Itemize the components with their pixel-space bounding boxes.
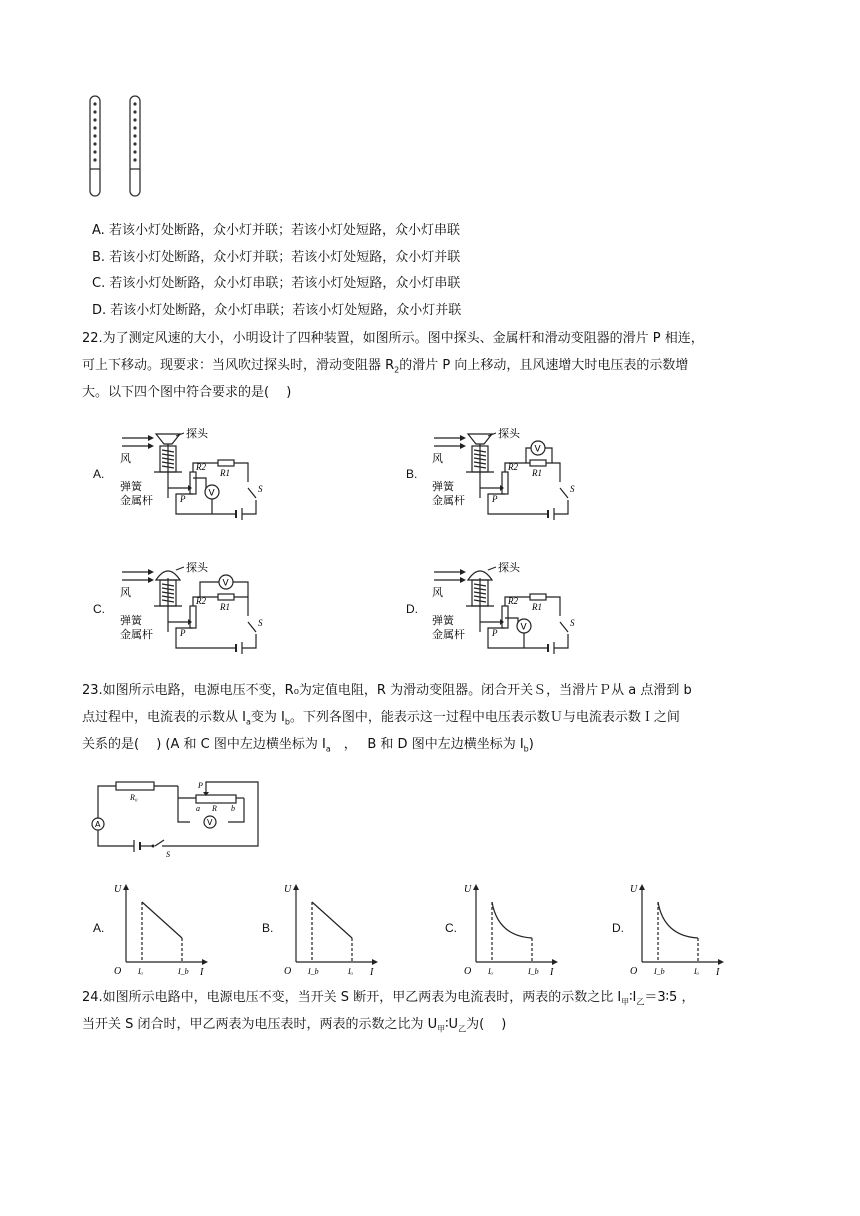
svg-text:R2: R2 [508,596,518,606]
q22-stem-line2: 可上下移动。现要求：当风吹过探头时，滑动变阻器 $R_2$的滑片 P 向上移动，且风速增大时电压表的示数增 [82,358,689,375]
q21-option-c[interactable]: C. 若该小灯处断路，众小灯串联；若该小灯处短路，众小灯串联 [92,276,461,291]
ammeter-symbol: A [95,820,101,829]
svg-text:S: S [166,850,170,859]
q23-circuit-diagram [84,780,264,860]
spring-label: 弹簧 [432,480,454,493]
svg-text:I: I [370,967,374,976]
q22-diagram-c [116,562,276,656]
svg-text:U: U [464,884,472,895]
q21-option-a[interactable]: A. 若该小灯处断路，众小灯并联；若该小灯处短路，众小灯串联 [92,223,460,238]
wind-label: 风 [120,586,131,599]
svg-text:Iₐ: Iₐ [488,967,494,976]
rod-label: 金属杆 [120,494,153,507]
probe-label: 探头 [186,428,208,440]
svg-text:I: I [716,967,720,976]
probe-label: 探头 [186,562,208,574]
light-strings-figure [84,94,154,198]
q23-graph-c [462,880,562,976]
rod-label: 金属杆 [432,628,465,641]
q22-diagram-d [428,562,588,656]
svg-text:S: S [570,618,575,628]
q21-option-b[interactable]: B. 若该小灯处断路，众小灯并联；若该小灯处短路，众小灯并联 [92,250,461,265]
voltmeter-symbol: V [520,622,527,633]
svg-text:R1: R1 [220,602,230,612]
svg-text:R2: R2 [196,596,206,606]
svg-text:O: O [114,966,122,976]
svg-text:S: S [570,484,575,494]
q23-graph-d [628,880,728,976]
q22-diagram-a [116,428,276,522]
q22-option-d-label[interactable]: D. [406,602,418,616]
q23-stem-line3: 关系的是( ) (A 和 C 图中左边横坐标为 $I_a$ ， B 和 D 图中左边横坐标为 $I_b$) [82,737,534,754]
svg-text:P: P [180,494,186,504]
voltmeter-symbol: V [208,488,215,499]
voltmeter-symbol: V [222,578,229,589]
svg-text:O: O [284,966,292,976]
q23-option-d-label[interactable]: D. [612,921,624,935]
q23-stem-line2: 点过程中，电流表的示数从 $I_a$变为 $I_b$。下列各图中，能表示这一过程中电压表示数Ｕ与电流表示数Ｉ之间 [82,710,680,727]
svg-text:R1: R1 [532,602,542,612]
svg-text:O: O [630,966,638,976]
svg-text:Iₐ: Iₐ [348,967,354,976]
q23-option-b-label[interactable]: B. [262,921,274,935]
svg-text:R: R [212,804,217,813]
svg-text:R2: R2 [196,462,206,472]
spring-label: 弹簧 [120,480,142,493]
q22-option-c-label[interactable]: C. [93,602,105,616]
q23-stem-line1: 23.如图所示电路，电源电压不变，R₀为定值电阻，R 为滑动变阻器。闭合开关Ｓ，当滑片Ｐ从 a 点滑到 b [82,683,692,698]
q23-option-a-label[interactable]: A. [93,921,105,935]
voltmeter-symbol: V [534,444,541,455]
svg-text:I: I [200,967,204,976]
spring-label: 弹簧 [120,614,142,627]
svg-text:R₀: R₀ [130,793,138,802]
svg-text:S: S [258,484,263,494]
svg-text:R1: R1 [532,468,542,478]
q22-option-b-label[interactable]: B. [406,467,418,481]
wind-label: 风 [120,452,131,465]
rod-label: 金属杆 [432,494,465,507]
q22-diagram-b [428,428,588,522]
svg-text:U: U [284,884,292,895]
svg-text:b: b [231,804,235,813]
q22-stem-line1: 22.为了测定风速的大小，小明设计了四种装置，如图所示。图中探头、金属杆和滑动变阻器的滑片 P 相连， [82,331,704,346]
svg-text:U: U [114,884,122,895]
svg-text:R2: R2 [508,462,518,472]
svg-text:I: I [550,967,554,976]
svg-text:Iₐ: Iₐ [694,967,700,976]
svg-text:S: S [258,618,263,628]
rod-label: 金属杆 [120,628,153,641]
svg-text:I_b: I_b [654,967,665,976]
svg-text:U: U [630,884,638,895]
q24-stem-line1: 24.如图所示电路中，电源电压不变，当开关 S 断开，甲乙两表为电流表时，两表的示数之比 $I_甲∶I_乙=3∶5$ ， [82,990,695,1007]
q22-stem-line3: 大。以下四个图中符合要求的是( ) [82,385,292,400]
svg-text:P: P [492,494,498,504]
svg-text:P: P [198,781,203,790]
probe-label: 探头 [498,562,520,574]
q23-option-c-label[interactable]: C. [445,921,457,935]
svg-text:I_b: I_b [178,967,189,976]
probe-label: 探头 [498,428,520,440]
voltmeter-symbol: V [207,818,213,827]
svg-text:P: P [492,628,498,638]
wind-label: 风 [432,452,443,465]
q22-option-a-label[interactable]: A. [93,467,105,481]
svg-text:R1: R1 [220,468,230,478]
svg-text:a: a [196,804,200,813]
svg-text:I_b: I_b [308,967,319,976]
q24-stem-line2: 当开关 S 闭合时，甲乙两表为电压表时，两表的示数之比为 $U_甲∶U_乙$为( ) [82,1017,507,1034]
svg-text:P: P [180,628,186,638]
wind-label: 风 [432,586,443,599]
q23-graph-b [282,880,382,976]
svg-text:O: O [464,966,472,976]
spring-label: 弹簧 [432,614,454,627]
q23-graph-a [112,880,212,976]
svg-text:Iₐ: Iₐ [138,967,144,976]
q21-option-d[interactable]: D. 若该小灯处断路，众小灯串联；若该小灯处短路，众小灯并联 [92,303,462,318]
svg-text:I_b: I_b [528,967,539,976]
